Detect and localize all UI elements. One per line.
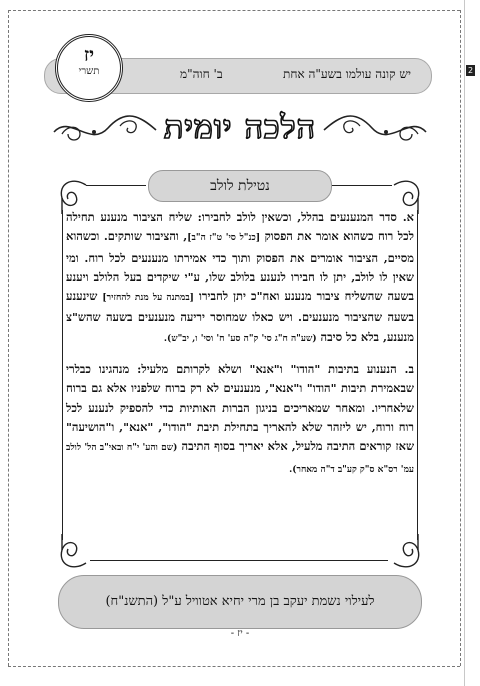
paragraph-a-lead: א. סדר המנענעים בהלל, וכשאין לולב לחבירו: xyxy=(197,210,414,224)
date-seal xyxy=(55,34,123,102)
paragraph-a-note3: (שע"ה ח"ג סי' ק"ה סע' ח' וסי' ו, יב"ש). xyxy=(163,333,317,344)
frame-bottom-line xyxy=(90,560,388,561)
paragraph-b-lead: ב. הנענוע בתיבות "הודו" ו"אנא" ושלא לקרותם מלעיל: xyxy=(137,362,414,377)
header-left-text: ב' חוה"מ xyxy=(180,67,223,81)
page-edge-line xyxy=(464,0,465,686)
frame-right-line xyxy=(417,210,418,540)
frame-right-dash xyxy=(460,10,461,666)
paragraph-a-text: שליח הציבור מנענע תחילה לכל רוח כשהוא אומר את הפסוק xyxy=(66,210,414,244)
seal-month: תשרי xyxy=(78,66,100,77)
paragraph-a xyxy=(66,208,414,349)
frame-top-line-left xyxy=(86,185,146,186)
page-title: הלכה יומית xyxy=(163,108,316,146)
section-title: נטילת לולב xyxy=(210,178,270,194)
halacha-body xyxy=(66,208,414,491)
corner-ornament-bottom-right-icon xyxy=(386,532,430,576)
header-right-text: יש קונה עולמו בשע"ה אחת xyxy=(283,67,411,81)
section-title-band xyxy=(148,170,332,202)
title-block xyxy=(50,104,430,154)
frame-top-line-right xyxy=(332,185,392,186)
paragraph-a-text2: , והציבור שותקים. וכשהוא מסיים, הציבור אומרים את הפסוק ותוך כדי אמירתו מנענעים לכל רוח. ומי שאין לו לולב, יתן לו חבירו לנענע בלולב שלו, ע"י שיקדים בעל הלולב ויענע בשעה שהשליח ציבור מנענע ואח"כ יתן לחבירו xyxy=(66,229,414,304)
side-page-number: 2 xyxy=(467,66,474,75)
paragraph-a-note2: [במתנה על מנת להחזיר] xyxy=(102,293,194,304)
frame-bottom-dash xyxy=(8,666,460,667)
dedication-band xyxy=(58,575,422,629)
paragraph-b xyxy=(66,360,414,480)
paragraph-a-text3: שינענע בשעה שהציבור מנענעים. ויש כאלו שמחוסר יריעה מנענעים בשעה שהש"צ מנענע, בלא כל סיבה xyxy=(66,289,414,344)
paragraph-b-note: (שם והע' י"ח ובאי"ב הל' לולב עמ' רס"א ס"ק קע"ב ד"ה מאחר). xyxy=(66,443,414,475)
frame-left-line xyxy=(62,210,63,540)
paragraph-a-note1: [כנ"ל סי' ט"ז ה"ב] xyxy=(187,233,261,244)
seal-day: יז xyxy=(83,44,95,66)
corner-ornament-bottom-left-icon xyxy=(50,532,94,576)
frame-top-dash xyxy=(8,10,460,11)
page-footer: - יז - xyxy=(230,628,250,639)
dedication-text: לעילוי נשמת יעקב בן מרי יחיא אטוויל ע"ל (התשנ"ח) xyxy=(105,594,375,609)
frame-left-dash xyxy=(8,10,9,666)
paragraph-b-text: מנהגינו כבלרי שבאמירת תיבות "הודו" ו"אנא", מנענעים לא רק ברוח שלפניו אלא גם ברוח שלאחריו. ומאחר שמאריכים בניגון הברות האותיות כדי להספיק לנענע לכל רוח ורוח, יש ליזהר שלא להאריך בתחילת תיבת "הודו", "אנא", ו"הושיעה" שאז קוראים התיבה מלעיל, אלא יאריך בסוף התיבה xyxy=(66,362,415,454)
